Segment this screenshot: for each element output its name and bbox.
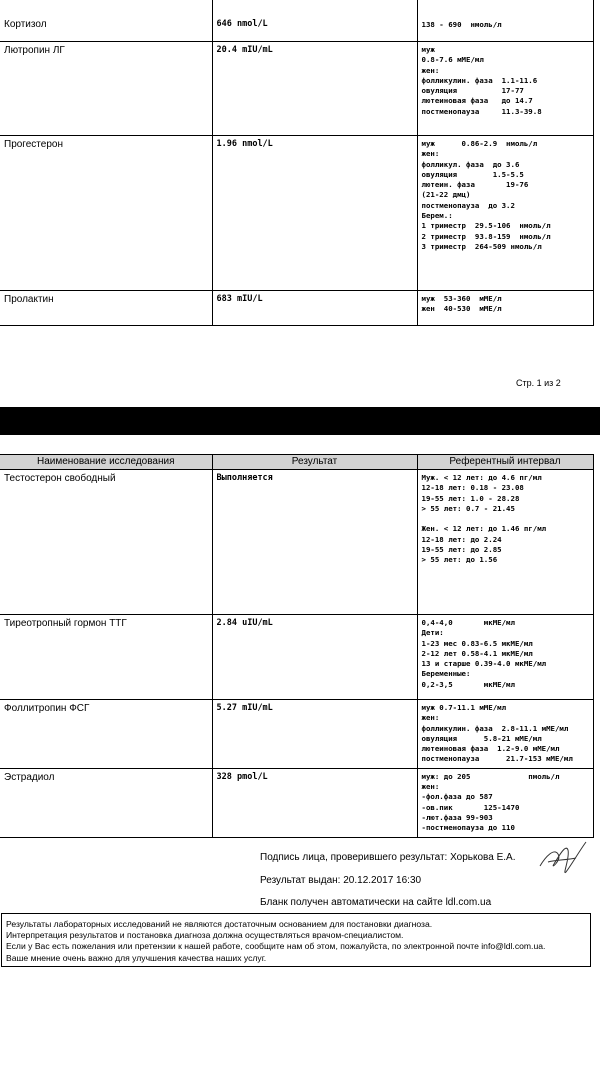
table-row [0,42,593,136]
page-number: Стр. 1 из 2 [516,378,561,388]
test-value: 20.4 mIU/mL [212,42,417,136]
results-table-page1 [0,0,594,326]
reference-range: муж: до 205 пмоль/л жен: -фол.фаза до 587 -ов.пик 125-1470 -лют.фаза 99-903 -постменопауза до 110 [417,768,593,837]
test-name: Тиреотропный гормон ТТГ [0,615,212,700]
test-value: 646 nmol/L [212,0,417,42]
reference-range: Муж. < 12 лет: до 4.6 пг/мл 12-18 лет: 0.18 - 23.08 19-55 лет: 1.0 - 28.28 > 55 лет: 0.7 - 21.45 Жен. < 12 лет: до 1.46 пг/мл 12-18 лет: до 2.24 19-55 лет: до 2.85 > 55 лет: до 1.56 [417,470,593,615]
test-value: 683 mIU/L [212,291,417,326]
source-line [260,897,491,908]
table-row [0,291,593,326]
reference-range: муж 53-360 мМЕ/л жен 40-530 мМЕ/л [417,291,593,326]
test-name: Пролактин [0,291,212,326]
test-value: 5.27 mIU/mL [212,700,417,769]
disclaimer-line: Интерпретация результатов и постановка диагноза должна осуществляться врачом-специалистом. [6,930,404,941]
table-row [0,470,593,615]
results-table-page2 [0,454,594,838]
disclaimer-line: Результаты лабораторных исследований не являются достаточным основанием для постановки диагноза. [6,919,433,929]
reference-range: 0,4-4,0 мкМЕ/мл Дети: 1-23 мес 0.83-6.5 мкМЕ/мл 2-12 лет 0.58-4.1 мкМЕ/мл 13 и старше 0.39-4.0 мкМЕ/мл Беременные: 0,2-3,5 мкМЕ/мл [417,615,593,700]
header-reference: Референтный интервал [417,455,593,470]
disclaimer-line: Ваше мнение очень важно для улучшения качества наших услуг. [6,952,267,963]
test-name: Прогестерон [0,136,212,291]
table-row [0,0,593,42]
reference-range: муж 0.86-2.9 нмоль/л жен: фолликул. фаза до 3.6 овуляция 1.5-5.5 лютеин. фаза 19-76 (21-22 дмц) постменопауза до 3.2 Берем.: 1 триместр 29.5-106 нмоль/л 2 триместр 93.8-159 нмоль/л 3 триместр 264-509 нмоль/л [417,136,593,291]
test-name: Эстрадиол [0,768,212,837]
reference-range: муж 0.8-7.6 мМЕ/мл жен: фолликулин. фаза 1.1-11.6 овуляция 17-77 лютеиновая фаза до 14.7 постменопауза 11.3-39.8 [417,42,593,136]
test-name: Фоллитропин ФСГ [0,700,212,769]
test-value: Выполняется [212,470,417,615]
reference-range: 138 - 690 нмоль/л [417,0,593,42]
reference-range: муж 0.7-11.1 мМЕ/мл жен: фолликулин. фаза 2.8-11.1 мМЕ/мл овуляция 5.8-21 мМЕ/мл лютеиновая фаза 1.2-9.0 мМЕ/мл постменопауза 21.7-153 мМЕ/мл [417,700,593,769]
header-test-name: Наименование исследования [0,455,212,470]
table-row [0,768,593,837]
disclaimer-line: Если у Вас есть пожелания или претензии к нашей работе, сообщите нам об этом, пожалуйста, по электронной почте info@ldl.com.ua. [6,941,546,952]
table-row [0,615,593,700]
disclaimer-box [1,913,591,967]
signature-line: Подпись лица, проверившего результат: Хорькова Е.А. [260,852,516,863]
test-value: 328 pmol/L [212,768,417,837]
test-name: Тестостерон свободный [0,470,212,615]
handwritten-signature [536,836,590,880]
source-text: Бланк получен автоматически на сайте ldl.com.ua [260,897,492,908]
issued-line: Результат выдан: 20.12.2017 16:30 [260,875,422,886]
test-value: 2.84 uIU/mL [212,615,417,700]
page-separator [0,407,600,435]
header-result: Результат [212,455,417,470]
test-value: 1.96 nmol/L [212,136,417,291]
table-row [0,700,593,769]
table-row [0,136,593,291]
table-header [0,455,593,470]
test-name: Кортизол [0,0,212,42]
test-name: Лютропин ЛГ [0,42,212,136]
